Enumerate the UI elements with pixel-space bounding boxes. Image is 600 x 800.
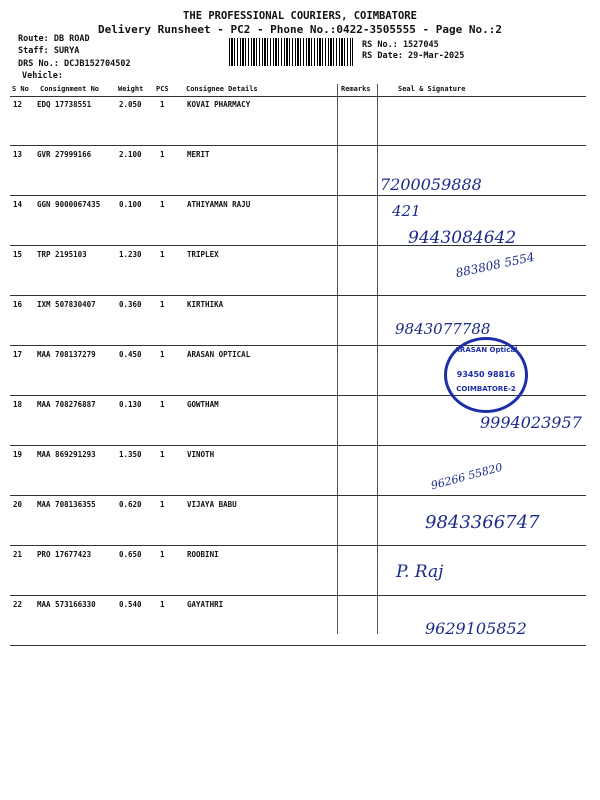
handwriting-r13: 7200059888 [380,175,482,194]
row-consignee: ARASAN OPTICAL [187,350,251,359]
header-divider [10,96,586,97]
row-consignment-no: GGN 9000067435 [37,200,101,209]
row-pcs: 1 [160,100,165,109]
row-weight: 1.230 [119,250,142,259]
row-consignment-no: MAA 708276887 [37,400,96,409]
row-weight: 1.350 [119,450,142,459]
row-divider [10,145,586,146]
handwriting-r15: 883808 5554 [454,249,536,281]
remarks-divider [337,84,338,634]
row-sno: 12 [13,100,23,109]
row-divider [10,645,586,646]
signature-divider [377,84,378,634]
row-consignee: MERIT [187,150,210,159]
handwriting-r22: 9629105852 [425,619,527,638]
row-consignment-no: GVR 27999166 [37,150,92,159]
row-pcs: 1 [160,450,165,459]
handwriting-r21: P. Raj [396,562,444,582]
row-sno: 20 [13,500,23,509]
row-weight: 0.360 [119,300,142,309]
row-consignment-no: PRO 17677423 [37,550,92,559]
row-consignee: TRIPLEX [187,250,219,259]
row-pcs: 1 [160,550,165,559]
row-consignment-no: MAA 869291293 [37,450,96,459]
row-consignment-no: TRP 2195103 [37,250,87,259]
company-title: THE PROFESSIONAL COURIERS, COIMBATORE [183,10,417,22]
route-label: Route: DB ROAD [18,34,90,44]
row-consignment-no: EDQ 17738551 [37,100,92,109]
col-sno: S No [12,85,29,93]
handwriting-r16: 9843077788 [395,320,491,338]
runsheet-title: Delivery Runsheet - PC2 - Phone No.:0422-3505555 - Page No.:2 [98,23,502,36]
row-divider [10,295,586,296]
row-divider [10,445,586,446]
row-sno: 15 [13,250,23,259]
row-sno: 19 [13,450,23,459]
row-pcs: 1 [160,200,165,209]
row-consignee: KOVAI PHARMACY [187,100,251,109]
row-pcs: 1 [160,350,165,359]
row-divider [10,495,586,496]
handwriting-r14b: 9443084642 [408,228,517,248]
row-weight: 0.450 [119,350,142,359]
row-pcs: 1 [160,600,165,609]
row-consignee: KIRTHIKA [187,300,224,309]
row-weight: 0.540 [119,600,142,609]
row-consignment-no: IXM 507830407 [37,300,96,309]
row-sno: 18 [13,400,23,409]
col-signature: Seal & Signature [398,85,466,93]
col-weight: Weight [118,85,144,93]
row-consignment-no: MAA 708136355 [37,500,96,509]
handwriting-r14a: 421 [392,202,421,220]
seal-stamp [444,337,528,413]
barcode [229,38,353,66]
handwriting-r20: 9843366747 [425,512,540,533]
row-sno: 21 [13,550,23,559]
handwriting-r18: 9994023957 [480,413,582,432]
rs-date: RS Date: 29-Mar-2025 [362,51,465,61]
row-consignee: GOWTHAM [187,400,219,409]
row-sno: 14 [13,200,23,209]
row-pcs: 1 [160,400,165,409]
row-consignee: ATHIYAMAN RAJU [187,200,251,209]
row-consignment-no: MAA 708137279 [37,350,96,359]
stamp-number: 93450 98816 [456,370,516,379]
row-pcs: 1 [160,250,165,259]
row-weight: 0.650 [119,550,142,559]
row-divider [10,545,586,546]
row-sno: 17 [13,350,23,359]
stamp-bottom-text: COIMBATORE-2 [456,385,516,393]
row-sno: 16 [13,300,23,309]
row-consignee: GAYATHRI [187,600,224,609]
row-divider [10,595,586,596]
row-weight: 2.050 [119,100,142,109]
row-weight: 0.100 [119,200,142,209]
col-consignee: Consignee Details [186,85,258,93]
col-pcs: PCS [156,85,169,93]
row-divider [10,195,586,196]
row-pcs: 1 [160,500,165,509]
stamp-top-text: ARASAN Optical [454,346,518,354]
row-sno: 22 [13,600,23,609]
row-consignment-no: MAA 573166330 [37,600,96,609]
col-consignment: Consignment No [40,85,100,93]
rs-number: RS No.: 1527045 [362,40,439,50]
row-consignee: VINOTH [187,450,215,459]
row-weight: 0.620 [119,500,142,509]
row-weight: 2.100 [119,150,142,159]
row-pcs: 1 [160,300,165,309]
drs-label: DRS No.: DCJB152704502 [18,59,131,69]
staff-label: Staff: SURYA [18,46,80,56]
col-remarks: Remarks [341,85,371,93]
handwriting-r19: 96266 55820 [429,460,504,493]
row-pcs: 1 [160,150,165,159]
vehicle-label: Vehicle: [22,71,63,81]
row-consignee: VIJAYA BABU [187,500,237,509]
row-weight: 0.130 [119,400,142,409]
row-sno: 13 [13,150,23,159]
row-consignee: ROOBINI [187,550,219,559]
